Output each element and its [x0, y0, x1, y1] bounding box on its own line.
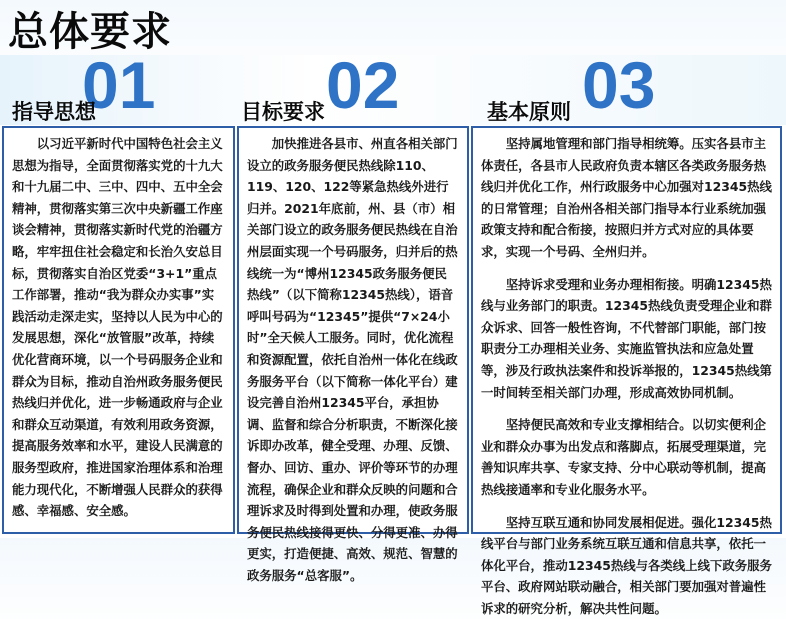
section-title-basic-principles: 基本原则	[487, 96, 571, 126]
principle-paragraph-1: 坚持属地管理和部门指导相统筹。压实各县市主体责任，各县市人民政府负责本辖区各类政务服务热线归并优化工作，州行政服务中心加强对12345热线的日常管理；自治州各相关部门指导本行业系统加强政策支持和配合衔接，按照归并方式对应的具体要求，实现一个号码、全州归并。	[481, 133, 772, 263]
section-box-guiding-ideology	[2, 126, 235, 534]
principle-paragraph-3: 坚持便民高效和专业支撑相结合。以切实便利企业和群众办事为出发点和落脚点，拓展受理渠道，完善知识库共享、专家支持、分中心联动等机制，提高热线接通率和专业化服务水平。	[481, 414, 772, 500]
page-title: 总体要求	[8, 0, 172, 57]
section-number-01: 01	[82, 52, 155, 118]
section-number-02: 02	[326, 52, 399, 118]
section-title-guiding-ideology: 指导思想	[12, 96, 96, 126]
section-paragraph: 加快推进各县市、州直各相关部门设立的政务服务便民热线除110、119、120、122等紧急热线外进行归并。2021年底前，州、县（市）相关部门设立的政务服务便民热线在自治州层面实现一个号码服务，归并后的热线统一为“博州12345政务服务便民热线”（以下简称12345热线），语音呼叫号码为“12345”提供“7×24小时”全天候人工服务。同时，优化流程和资源配置，依托自治州一体化在线政务服务平台（以下简称一体化平台）建设完善自治州12345平台，承担协调、监督和综合分析职责，不断深化接诉即办改革，健全受理、办理、反馈、督办、回访、重办、评价等环节的办理流程，确保企业和群众反映的问题和合理诉求及时得到处置和办理，使政务服务便民热线接得更快、分得更准、办得更实，打造便捷、高效、规范、智慧的政务服务“总客服”。	[247, 133, 459, 586]
section-title-objectives: 目标要求	[241, 96, 325, 126]
section-number-03: 03	[582, 52, 655, 118]
section-box-objectives	[237, 126, 469, 534]
section-paragraph: 以习近平新时代中国特色社会主义思想为指导，全面贯彻落实党的十九大和十九届二中、三中、四中、五中全会精神，贯彻落实第三次中央新疆工作座谈会精神，贯彻落实新时代党的治疆方略，牢牢扭住社会稳定和长治久安总目标，贯彻落实自治区党委“3+1”重点工作部署，推动“我为群众办实事”实践活动走深走实，坚持以人民为中心的发展思想，深化“放管服”改革，持续优化营商环境，以一个号码服务企业和群众为目标，推动自治州政务服务便民热线归并优化，进一步畅通政府与企业和群众互动渠道，有效利用政务资源，提高服务效率和水平，建设人民满意的服务型政府，推进国家治理体系和治理能力现代化，不断增强人民群众的获得感、幸福感、安全感。	[12, 133, 225, 522]
principle-paragraph-4: 坚持互联互通和协同发展相促进。强化12345热线平台与部门业务系统互联互通和信息共享，依托一体化平台，推动12345热线与各类线上线下政务服务平台、政府网站联动融合，相关部门要加强对普遍性诉求的研究分析，解决共性问题。	[481, 512, 772, 619]
principle-paragraph-2: 坚持诉求受理和业务办理相衔接。明确12345热线与业务部门的职责。12345热线负责受理企业和群众诉求、回答一般性咨询，不代替部门职能，部门按职责分工办理相关业务、实施监管执法和应急处置等，涉及行政执法案件和投诉举报的，12345热线第一时间转至相关部门办理，形成高效协同机制。	[481, 274, 772, 404]
section-box-basic-principles	[471, 126, 782, 534]
